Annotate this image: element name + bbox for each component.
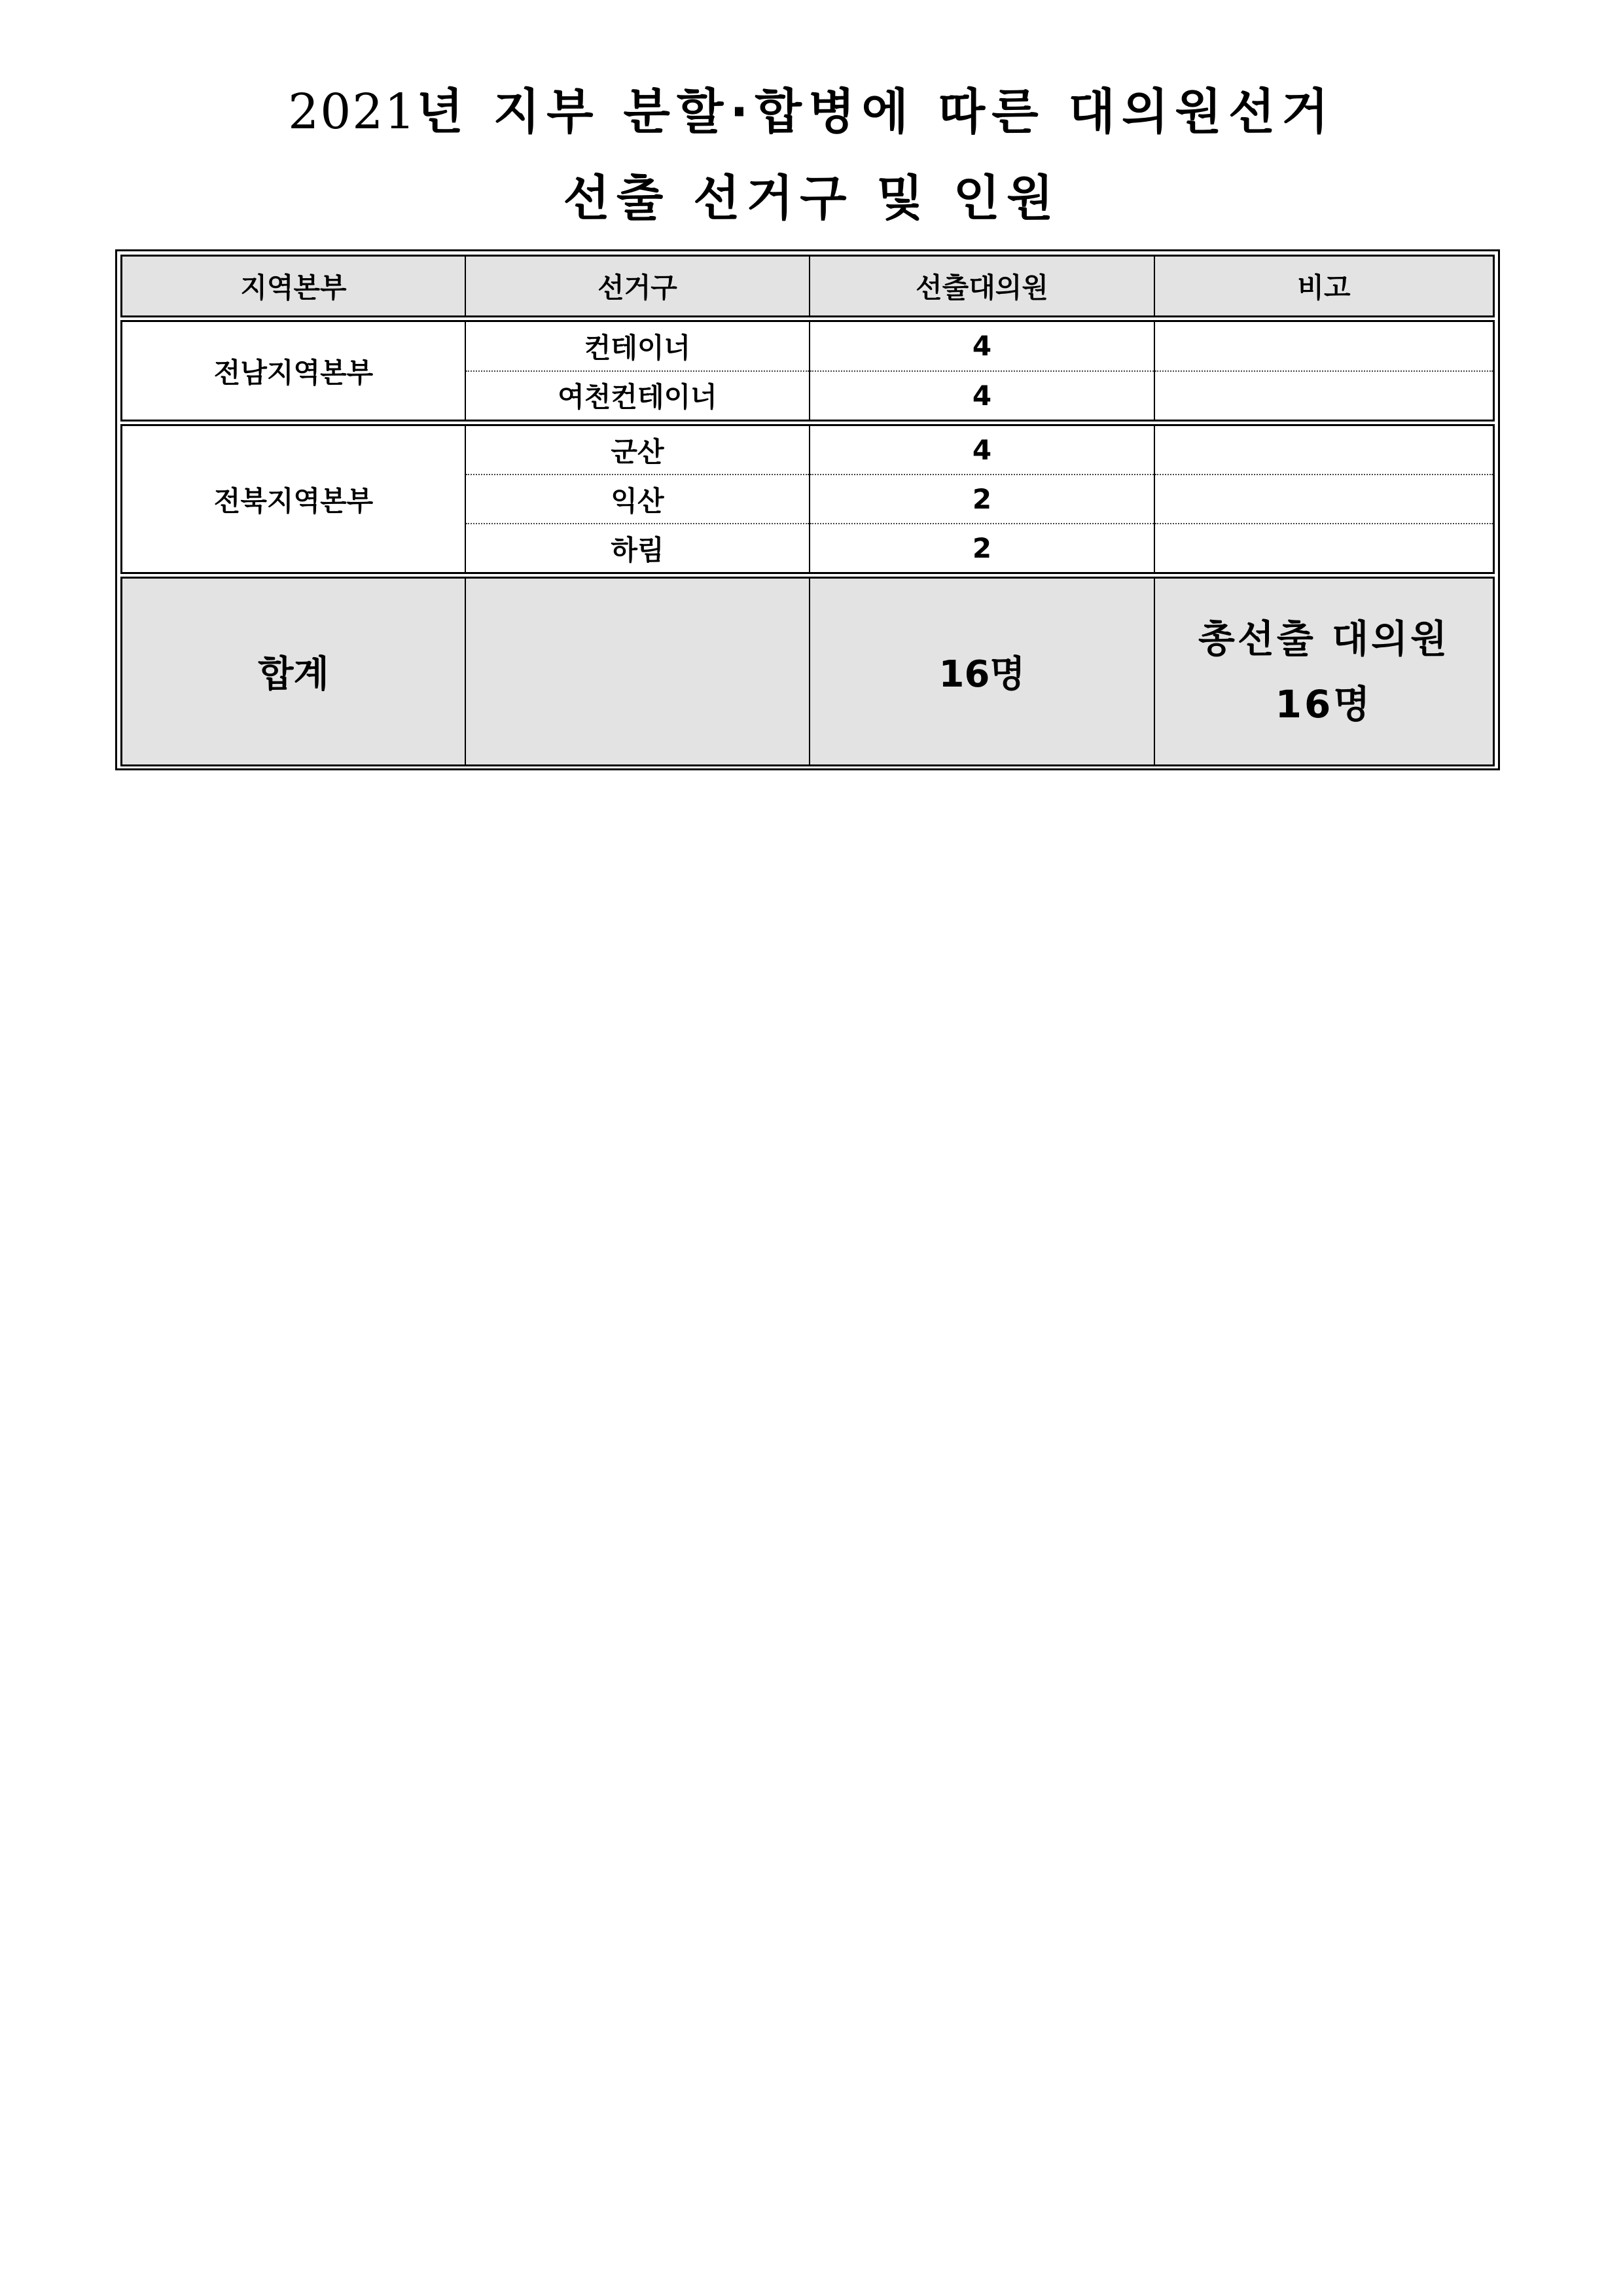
- district-cell: 여천컨테이너: [558, 381, 717, 414]
- title-line-2: 선출 선거구 및 인원: [563, 170, 1060, 226]
- district-column: [466, 322, 810, 420]
- total-count: 16명: [810, 579, 1155, 764]
- remarks-cell: [1155, 524, 1493, 572]
- header-region: 지역본부: [122, 257, 466, 315]
- remarks-column: [1155, 426, 1493, 572]
- region-name: 전남지역본부: [122, 322, 466, 420]
- delegate-count-cell: 2: [810, 475, 1154, 524]
- total-remarks-line-1: 총선출 대의원: [1198, 617, 1450, 661]
- remarks-cell: [1155, 372, 1493, 420]
- region-name: 전북지역본부: [122, 426, 466, 572]
- header-delegates: 선출대의원: [810, 257, 1155, 315]
- title-line-1: [0, 73, 1623, 143]
- delegate-count-cell: 4: [810, 322, 1154, 372]
- district-column: [466, 426, 810, 572]
- remarks-cell: [1155, 322, 1493, 372]
- header-district: 선거구: [466, 257, 810, 315]
- total-remarks: [1155, 579, 1493, 764]
- district-cell: 군산: [466, 426, 809, 475]
- header-remarks: 비고: [1297, 272, 1351, 304]
- region-group-jeonnam: [120, 320, 1495, 422]
- remarks-column: [1155, 322, 1493, 420]
- total-remarks-line-2: 16명: [1275, 682, 1373, 726]
- delegate-table: [115, 249, 1500, 770]
- delegate-count-cell: 4: [972, 379, 992, 412]
- total-label: 합계: [122, 579, 466, 764]
- title-line-1-text: 년 지부 분할·합병에 따른 대의원선거: [416, 84, 1335, 140]
- district-cell: 익산: [466, 475, 809, 524]
- region-group-jeonbuk: [120, 424, 1495, 574]
- district-cell: 하림: [611, 533, 664, 566]
- total-row: [120, 577, 1495, 766]
- district-cell: 컨테이너: [466, 322, 809, 372]
- delegate-count-cell: 4: [810, 426, 1154, 475]
- remarks-cell: [1155, 426, 1493, 475]
- delegate-count-cell: 2: [972, 532, 992, 564]
- title-year: 2021: [288, 84, 417, 140]
- total-district: [466, 579, 810, 764]
- table-header-row: [120, 255, 1495, 317]
- count-column: [810, 426, 1155, 572]
- remarks-cell: [1155, 475, 1493, 524]
- count-column: [810, 322, 1155, 420]
